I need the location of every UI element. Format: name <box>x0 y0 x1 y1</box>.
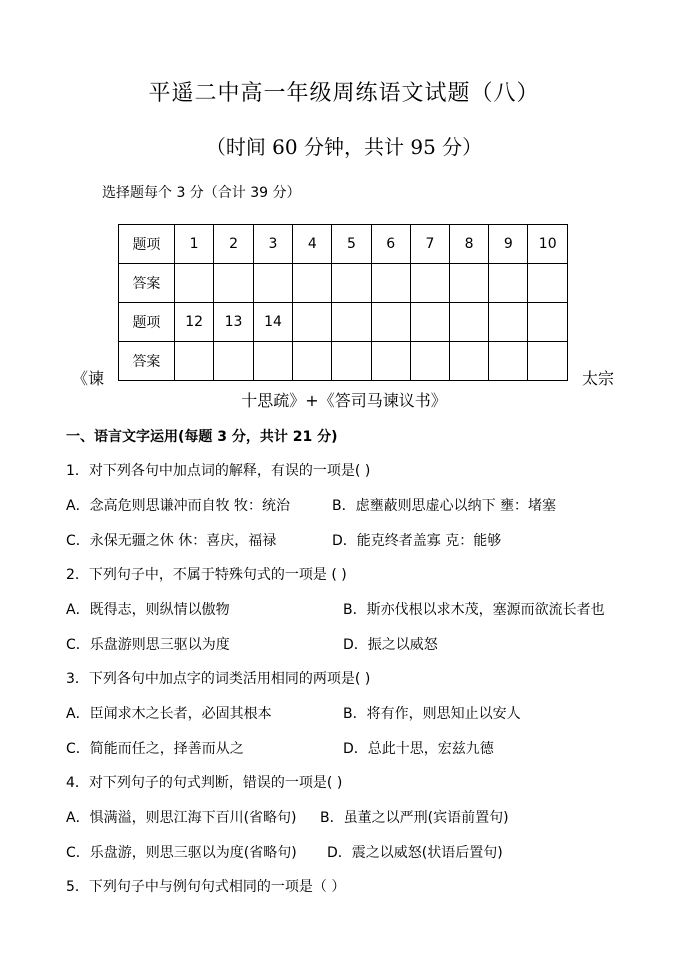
question-number-cell <box>293 303 332 342</box>
answer-cell[interactable] <box>371 264 410 303</box>
question-number-cell <box>410 303 449 342</box>
question-number-cell: 2 <box>214 225 253 264</box>
option-b: B．虽董之以严刑(宾语前置句) <box>320 810 509 826</box>
answer-cell[interactable] <box>450 264 489 303</box>
answer-cell[interactable] <box>293 264 332 303</box>
answer-cell[interactable] <box>410 342 449 381</box>
answer-cell[interactable] <box>450 342 489 381</box>
answer-cell[interactable] <box>332 264 371 303</box>
option-b: B．斯亦伐根以求木茂，塞源而欲流长者也 <box>343 602 605 618</box>
row-head: 题项 <box>119 225 175 264</box>
answer-cell[interactable] <box>214 264 253 303</box>
question-number-cell: 6 <box>371 225 410 264</box>
option-a: A．既得志，则纵情以傲物 <box>66 602 230 618</box>
option-d: D．震之以威怒(状语后置句) <box>327 845 503 861</box>
option-a: A．惧满溢，则思江海下百川(省略句) <box>66 810 297 826</box>
question-number-cell: 14 <box>253 303 292 342</box>
table-row <box>119 342 568 381</box>
question-number-cell <box>332 303 371 342</box>
option-c: C．简能而任之，择善而从之 <box>66 741 244 757</box>
question-stem: 4．对下列句子的句式判断，错误的一项是( ) <box>66 775 343 791</box>
question-number-cell: 10 <box>528 225 568 264</box>
question-number-cell <box>371 303 410 342</box>
answer-cell[interactable] <box>174 342 213 381</box>
question-number-cell: 13 <box>214 303 253 342</box>
row-head: 题项 <box>119 303 175 342</box>
option-b: B．虑壅蔽则思虚心以纳下 壅：堵塞 <box>332 498 557 514</box>
page-title: 平遥二中高一年级周练语文试题（八） <box>148 81 540 106</box>
option-c: C．乐盘游则思三驱以为度 <box>66 637 230 653</box>
answer-cell[interactable] <box>293 342 332 381</box>
answer-cell[interactable] <box>489 264 528 303</box>
answer-cell[interactable] <box>253 264 292 303</box>
passage-title-right: 太宗 <box>582 369 615 388</box>
passage-title-left: 《谏 <box>72 369 105 388</box>
question-number-cell <box>489 303 528 342</box>
answer-cell[interactable] <box>214 342 253 381</box>
answer-cell[interactable] <box>410 264 449 303</box>
question-stem: 5．下列句子中与例句句式相同的一项是（ ） <box>66 879 346 895</box>
question-stem: 1．对下列各句中加点词的解释，有误的一项是( ) <box>66 463 371 479</box>
answer-cell[interactable] <box>371 342 410 381</box>
row-head: 答案 <box>119 342 175 381</box>
page-subtitle: （时间 60 分钟，共计 95 分） <box>205 135 483 159</box>
answer-cell[interactable] <box>253 342 292 381</box>
question-stem: 3．下列各句中加点字的词类活用相同的两项是( ) <box>66 671 371 687</box>
question-number-cell: 7 <box>410 225 449 264</box>
table-row <box>119 225 568 264</box>
answer-table <box>118 224 568 381</box>
answer-cell[interactable] <box>528 342 568 381</box>
passage-title-continuation: 十思疏》+《答司马谏议书》 <box>241 391 447 410</box>
option-c: C．乐盘游，则思三驱以为度(省略句) <box>66 845 297 861</box>
question-number-cell: 4 <box>293 225 332 264</box>
question-number-cell: 3 <box>253 225 292 264</box>
option-a: A．臣闻求木之长者，必固其根本 <box>66 706 272 722</box>
question-number-cell <box>528 303 568 342</box>
table-row <box>119 303 568 342</box>
option-d: D．能克终者盖寡 克：能够 <box>332 533 502 549</box>
option-b: B．将有作，则思知止以安人 <box>343 706 521 722</box>
option-d: D．总此十思，宏兹九德 <box>343 741 494 757</box>
option-d: D．振之以威怒 <box>343 637 438 653</box>
answer-cell[interactable] <box>174 264 213 303</box>
question-number-cell: 12 <box>174 303 213 342</box>
answer-cell[interactable] <box>528 264 568 303</box>
section-heading: 一、语言文字运用(每题 3 分，共计 21 分) <box>66 429 338 445</box>
choice-score-note: 选择题每个 3 分（合计 39 分） <box>102 185 301 201</box>
answer-cell[interactable] <box>489 342 528 381</box>
option-a: A．念高危则思谦冲而自牧 牧：统治 <box>66 498 291 514</box>
row-head: 答案 <box>119 264 175 303</box>
option-c: C．永保无疆之休 休：喜庆，福禄 <box>66 533 277 549</box>
question-number-cell: 8 <box>450 225 489 264</box>
question-number-cell <box>450 303 489 342</box>
question-number-cell: 9 <box>489 225 528 264</box>
question-number-cell: 5 <box>332 225 371 264</box>
question-number-cell: 1 <box>174 225 213 264</box>
answer-cell[interactable] <box>332 342 371 381</box>
question-stem: 2．下列句子中，不属于特殊句式的一项是 ( ) <box>66 567 347 583</box>
table-row <box>119 264 568 303</box>
